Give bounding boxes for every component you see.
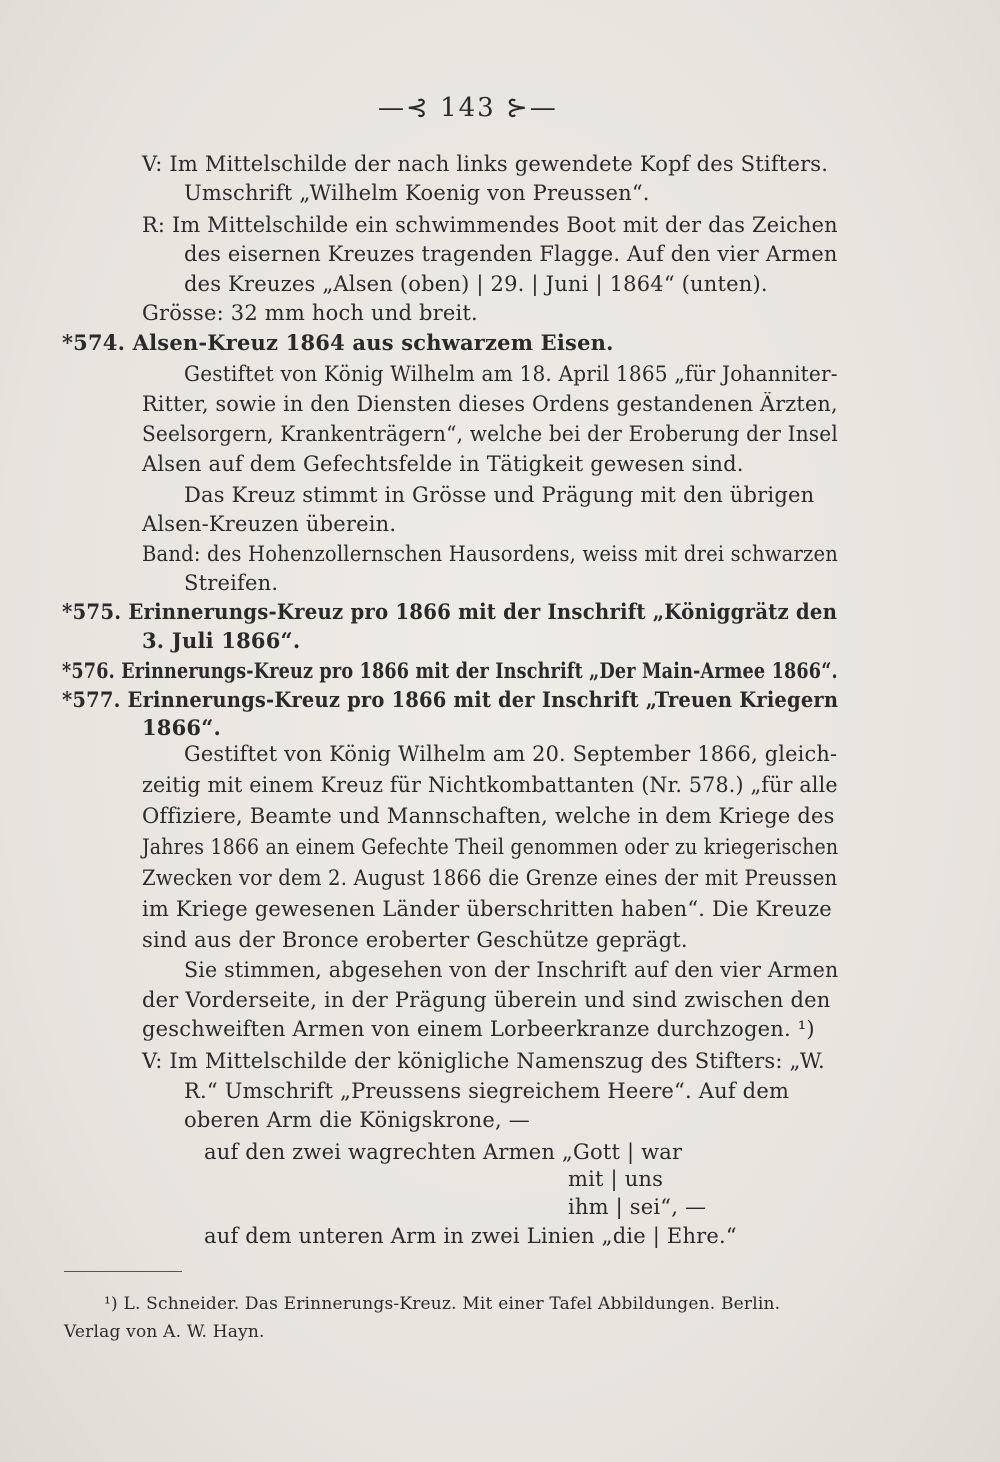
footnote-line: Verlag von A. W. Hayn. [64,1322,265,1342]
text-line: Seelsorgern, Krankenträgern“, welche bei der Eroberung der Insel [142,422,838,446]
text-line: Grösse: 32 mm hoch und breit. [142,301,478,325]
text-line: ihm | sei“, — [568,1195,707,1219]
text-line: auf dem unteren Arm in zwei Linien „die | Ehre.“ [204,1224,737,1248]
text-line: V: Im Mittelschilde der nach links gewendete Kopf des Stifters. [142,152,829,176]
footnote-rule [64,1271,182,1272]
text-line: Offiziere, Beamte und Mannschaften, welche in dem Kriege des [142,804,835,828]
entry-heading: *574. Alsen-Kreuz 1864 aus schwarzem Eisen. [62,330,614,355]
entry-heading: *577. Erinnerungs-Kreuz pro 1866 mit der Inschrift „Treuen Kriegern [62,687,839,712]
text-line: Alsen auf dem Gefechtsfelde in Tätigkeit gewesen sind. [142,452,744,476]
text-line: zeitig mit einem Kreuz für Nichtkombattanten (Nr. 578.) „für alle [142,773,838,797]
entry-heading: *575. Erinnerungs-Kreuz pro 1866 mit der Inschrift „Königgrätz den [62,599,838,624]
entry-heading: 1866“. [142,715,222,740]
text-line: R.“ Umschrift „Preussens siegreichem Heere“. Auf dem [184,1079,790,1103]
text-line: auf den zwei wagrechten Armen „Gott | war [204,1140,683,1164]
footnote-line: ¹) L. Schneider. Das Erinnerungs-Kreuz. Mit einer Tafel Abbildungen. Berlin. [104,1294,781,1314]
page-number [378,94,558,122]
text-line: Alsen-Kreuzen überein. [142,512,397,536]
text-line: geschweiften Armen von einem Lorbeerkranze durchzogen. ¹) [142,1017,815,1041]
text-line: Sie stimmen, abgesehen von der Inschrift auf den vier Armen [184,958,839,982]
page-number-text: 143 [440,93,496,123]
text-line: im Kriege gewesenen Länder überschritten haben“. Die Kreuze [142,897,832,921]
text-line: R: Im Mittelschilde ein schwimmendes Boot mit der das Zeichen [142,213,838,237]
text-line: mit | uns [568,1167,664,1191]
text-line: Ritter, sowie in den Diensten dieses Ordens gestandenen Ärzten, [142,392,838,416]
text-line: der Vorderseite, in der Prägung überein und sind zwischen den [142,988,831,1012]
entry-heading: 3. Juli 1866“. [142,628,301,653]
text-line: sind aus der Bronce eroberter Geschütze geprägt. [142,928,688,952]
text-line: Umschrift „Wilhelm Koenig von Preussen“. [184,181,650,205]
right-ornament: ⊱— [495,93,558,123]
text-line: Streifen. [184,571,279,595]
text-line: Gestiftet von König Wilhelm am 18. April 1865 „für Johanniter- [184,362,838,386]
text-line: V: Im Mittelschilde der königliche Namenszug des Stifters: „W. [142,1049,825,1073]
left-ornament: —⊰ [378,93,441,123]
entry-heading: *576. Erinnerungs-Kreuz pro 1866 mit der Inschrift „Der Main-Armee 1866“. [62,658,838,683]
text-line: Jahres 1866 an einem Gefechte Theil genommen oder zu kriegerischen [142,835,839,859]
text-line: des eisernen Kreuzes tragenden Flagge. Auf den vier Armen [184,242,838,266]
text-line: Das Kreuz stimmt in Grösse und Prägung mit den übrigen [184,483,815,507]
text-line: oberen Arm die Königskrone, — [184,1108,530,1132]
text-line: des Kreuzes „Alsen (oben) | 29. | Juni | 1864“ (unten). [184,272,768,296]
text-line: Zwecken vor dem 2. August 1866 die Grenze eines der mit Preussen [142,866,838,890]
text-line: Gestiftet von König Wilhelm am 20. September 1866, gleich- [184,742,838,766]
text-line: Band: des Hohenzollernschen Hausordens, weiss mit drei schwarzen [142,542,839,566]
